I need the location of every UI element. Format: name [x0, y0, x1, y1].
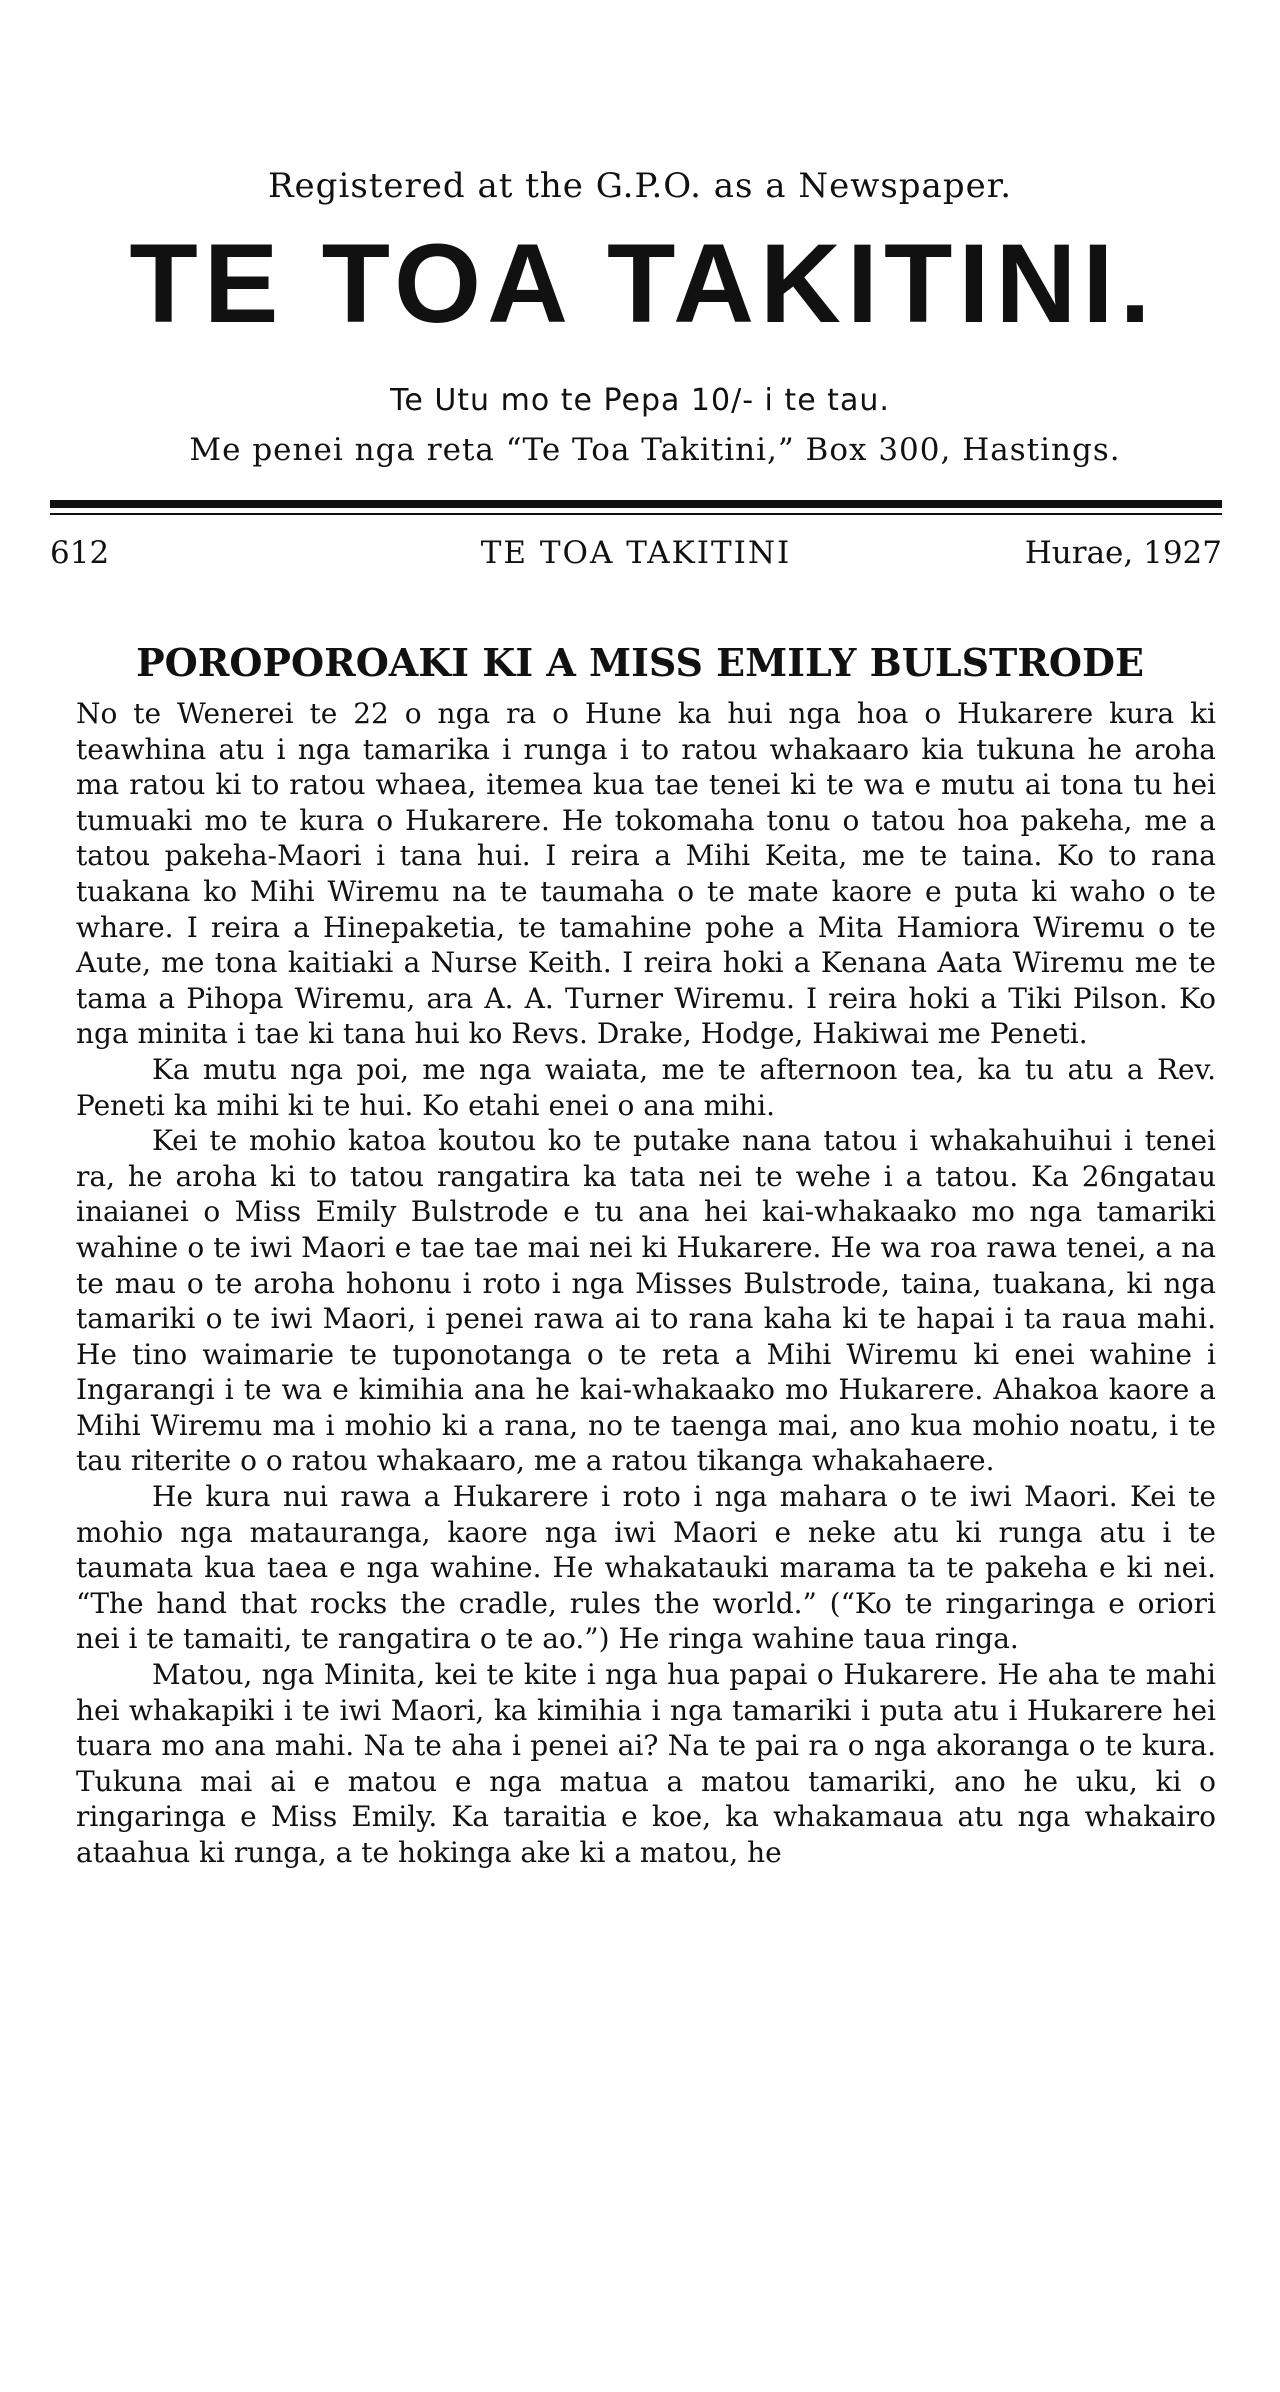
postal-address: Me penei nga reta “Te Toa Takitini,” Box 300, Hastings. — [189, 432, 1121, 468]
article-paragraph: Matou, nga Minita, kei te kite i nga hua papai o Hukarere. He aha te mahi hei whakapiki i te iwi Maori, ka kimihia i nga tamariki i puta atu i Hukarere hei tuara mo ana mahi. Na te aha i penei ai? Na te pai ra o nga akoranga o te kura. Tukuna mai ai e matou e nga matua a matou tamariki, ano he uku, ki o ringaringa e Miss Emily. Ka taraitia e koe, ka whakamaua atu nga whakairo ataahua ki runga, a te hokinga ake ki a matou, he — [76, 1658, 1216, 1869]
header-rule-thin — [50, 513, 1222, 515]
article-paragraph: He kura nui rawa a Hukarere i roto i nga mahara o te iwi Maori. Kei te mohio nga matauranga, kaore nga iwi Maori e neke atu ki runga atu i te taumata kua taea e nga wahine. He whakatauki marama ta te pakeha e ki nei. “The hand that rocks the cradle, rules the world.” (“Ko te ringaringa e oriori nei i te tamaiti, te rangatira o te ao.”) He ringa wahine taua ringa. — [76, 1480, 1216, 1656]
masthead-title: TE TOA TAKITINI. — [129, 221, 1157, 346]
article-headline: POROPOROAKI KI A MISS EMILY BULSTRODE — [136, 640, 1144, 685]
article-paragraph: No te Wenerei te 22 o nga ra o Hune ka hui nga hoa o Hukarere kura ki teawhina atu i nga tamarika i runga i to ratou whakaaro kia tukuna he aroha ma ratou ki to ratou whaea, itemea kua tae tenei ki te wa e mutu ai tona tu hei tumuaki mo te kura o Hukarere. He tokomaha tonu o tatou hoa pakeha, me a tatou pakeha-Maori i tana hui. I reira a Mihi Keita, me te taina. Ko to rana tuakana ko Mihi Wiremu na te taumaha o te mate kaore e puta ki waho o te whare. I reira a Hinepaketia, te tamahine pohe a Mita Hamiora Wiremu o te Aute, me tona kaitiaki a Nurse Keith. I reira hoki a Kenana Aata Wiremu me te tama a Pihopa Wiremu, ara A. A. Turner Wiremu. I reira hoki a Tiki Pilson. Ko nga minita i tae ki tana hui ko Revs. Drake, Hodge, Hakiwai me Peneti. — [76, 697, 1216, 1051]
subscription-price: Te Utu mo te Pepa 10/- i te tau. — [390, 383, 890, 418]
folio-date: Hurae, 1927 — [1024, 535, 1222, 571]
folio-line — [50, 535, 1222, 579]
article-body — [76, 696, 1216, 1871]
folio-page-number: 612 — [50, 535, 110, 571]
article-paragraph: Kei te mohio katoa koutou ko te putake nana tatou i whakahuihui i tenei ra, he aroha ki to tatou rangatira ka tata nei te wehe i a tatou. Ka 26ngatau inaianei o Miss Emily Bulstrode e tu ana hei kai-whakaako mo nga tamariki wahine o te iwi Maori e tae tae mai nei ki Hukarere. He wa roa rawa tenei, a na te mau o te aroha hohonu i roto i nga Misses Bulstrode, taina, tuakana, ki nga tamariki o te iwi Maori, i penei rawa ai to rana kaha ki te hapai i ta raua mahi. He tino waimarie te tuponotanga o te reta a Mihi Wiremu ki enei wahine i Ingarangi i te wa e kimihia ana he kai-whakaako mo Hukarere. Ahakoa kaore a Mihi Wiremu ma i mohio ki a rana, no te taenga mai, ano kua mohio noatu, i te tau riterite o o ratou whakaaro, me a ratou tikanga whakahaere. — [76, 1124, 1216, 1478]
article-paragraph: Ka mutu nga poi, me nga waiata, me te afternoon tea, ka tu atu a Rev. Peneti ka mihi ki te hui. Ko etahi enei o ana mihi. — [76, 1052, 1216, 1122]
folio-paper-name: TE TOA TAKITINI — [480, 535, 792, 571]
registration-notice: Registered at the G.P.O. as a Newspaper. — [267, 166, 1013, 206]
header-rule-thick — [50, 500, 1222, 508]
